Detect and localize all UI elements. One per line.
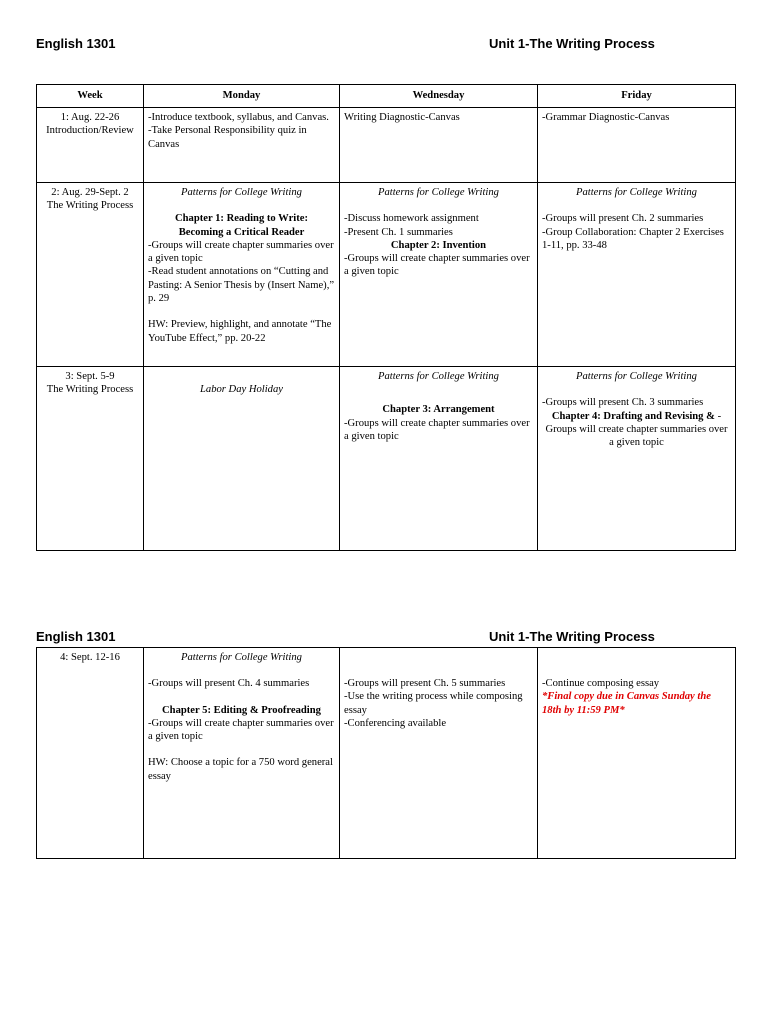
monday-item: -Groups will present Ch. 4 summaries [148,678,310,690]
friday-cell [538,183,736,367]
friday-cell [538,108,736,183]
week-column-header: Week [37,85,144,108]
wednesday-cell [340,367,538,551]
week-cell [37,648,144,859]
table-row [37,108,736,183]
friday-item: Groups will create chapter summaries over a given topic [545,423,728,449]
chapter-heading: Chapter 1: Reading to Write: [174,213,308,225]
table-row [37,367,736,551]
textbook-title: Patterns for College Writing [378,371,499,382]
week-dates: 1: Aug. 22-26 [60,112,120,123]
textbook-title: Patterns for College Writing [576,187,697,198]
monday-cell [144,183,340,367]
wednesday-cell [340,108,538,183]
unit-title-2: Unit 1-The Writing Process [489,629,655,644]
textbook-title: Patterns for College Writing [181,187,302,198]
chapter-heading: Chapter 4: Drafting and Revising & [551,410,715,422]
wednesday-item: -Groups will create chapter summaries over a given topic [344,417,530,442]
wednesday-item: -Groups will present Ch. 5 summaries [344,678,506,689]
course-title: English 1301 [36,36,116,51]
wednesday-column-header: Wednesday [340,85,538,108]
week-dates: 4: Sept. 12-16 [60,652,120,663]
monday-item: -Groups will create chapter summaries over a given topic [148,717,334,743]
friday-chapter-line [542,410,731,450]
monday-item: -Take Personal Responsibility quiz in Canvas [148,125,307,150]
friday-item: -Group Collaboration: Chapter 2 Exercises 1-11, pp. 33-48 [542,226,724,251]
week-dates: 2: Aug. 29-Sept. 2 [51,187,129,198]
monday-item: -Groups will create chapter summaries over a given topic [148,239,334,265]
textbook-title: Patterns for College Writing [576,371,697,382]
monday-cell [144,108,340,183]
dash-fragment: - [714,410,722,422]
friday-cell [538,648,736,859]
week-cell [37,108,144,183]
monday-item: -Read student annotations on “Cutting and Pasting: A Senior Thesis by (Insert Name),” p. 29 [148,266,335,305]
wednesday-item: -Use the writing process while composing essay [344,691,523,716]
schedule-table-weeks-1-3 [36,84,736,551]
due-date-notice: *Final copy due in Canvas Sunday the 18th by 11:59 PM* [542,691,711,716]
table-row [37,648,736,859]
table-header-row [37,85,736,108]
wednesday-cell [340,648,538,859]
wednesday-item: -Discuss homework assignment [344,213,479,225]
wednesday-item: -Groups will create chapter summaries over a given topic [344,253,530,278]
homework-note: HW: Choose a topic for a 750 word general essay [148,757,333,782]
homework-note: HW: Preview, highlight, and annotate “The YouTube Effect,” pp. 20-22 [148,319,332,344]
chapter-heading: Chapter 5: Editing & Proofreading [162,704,321,716]
friday-item: -Groups will present Ch. 3 summaries [542,397,704,409]
chapter-subheading: Becoming a Critical Reader [178,226,305,238]
friday-column-header: Friday [538,85,736,108]
friday-item: -Grammar Diagnostic-Canvas [542,112,670,123]
chapter-heading: Chapter 3: Arrangement [382,404,495,416]
chapter-heading: Chapter 2: Invention [390,239,487,251]
week-cell [37,367,144,551]
week-topic: The Writing Process [46,384,134,396]
wednesday-cell [340,183,538,367]
wednesday-item: -Conferencing available [344,717,447,729]
wednesday-item: -Present Ch. 1 summaries [344,226,453,238]
friday-item: -Continue composing essay [542,678,660,689]
week-topic: Introduction/Review [46,125,134,137]
textbook-title: Patterns for College Writing [181,652,302,663]
friday-cell [538,367,736,551]
friday-item: -Groups will present Ch. 2 summaries [542,213,704,225]
textbook-title: Patterns for College Writing [378,187,499,198]
unit-title: Unit 1-The Writing Process [489,36,655,51]
course-title-2: English 1301 [36,629,116,644]
wednesday-item: Writing Diagnostic-Canvas [344,112,460,123]
table-row [37,183,736,367]
monday-column-header: Monday [144,85,340,108]
monday-cell [144,648,340,859]
holiday-label: Labor Day Holiday [200,384,283,395]
monday-item: -Introduce textbook, syllabus, and Canvas. [148,112,329,123]
week-cell [37,183,144,367]
monday-cell [144,367,340,551]
schedule-table-week-4 [36,647,736,859]
week-topic: The Writing Process [46,200,134,212]
week-dates: 3: Sept. 5-9 [65,371,115,382]
